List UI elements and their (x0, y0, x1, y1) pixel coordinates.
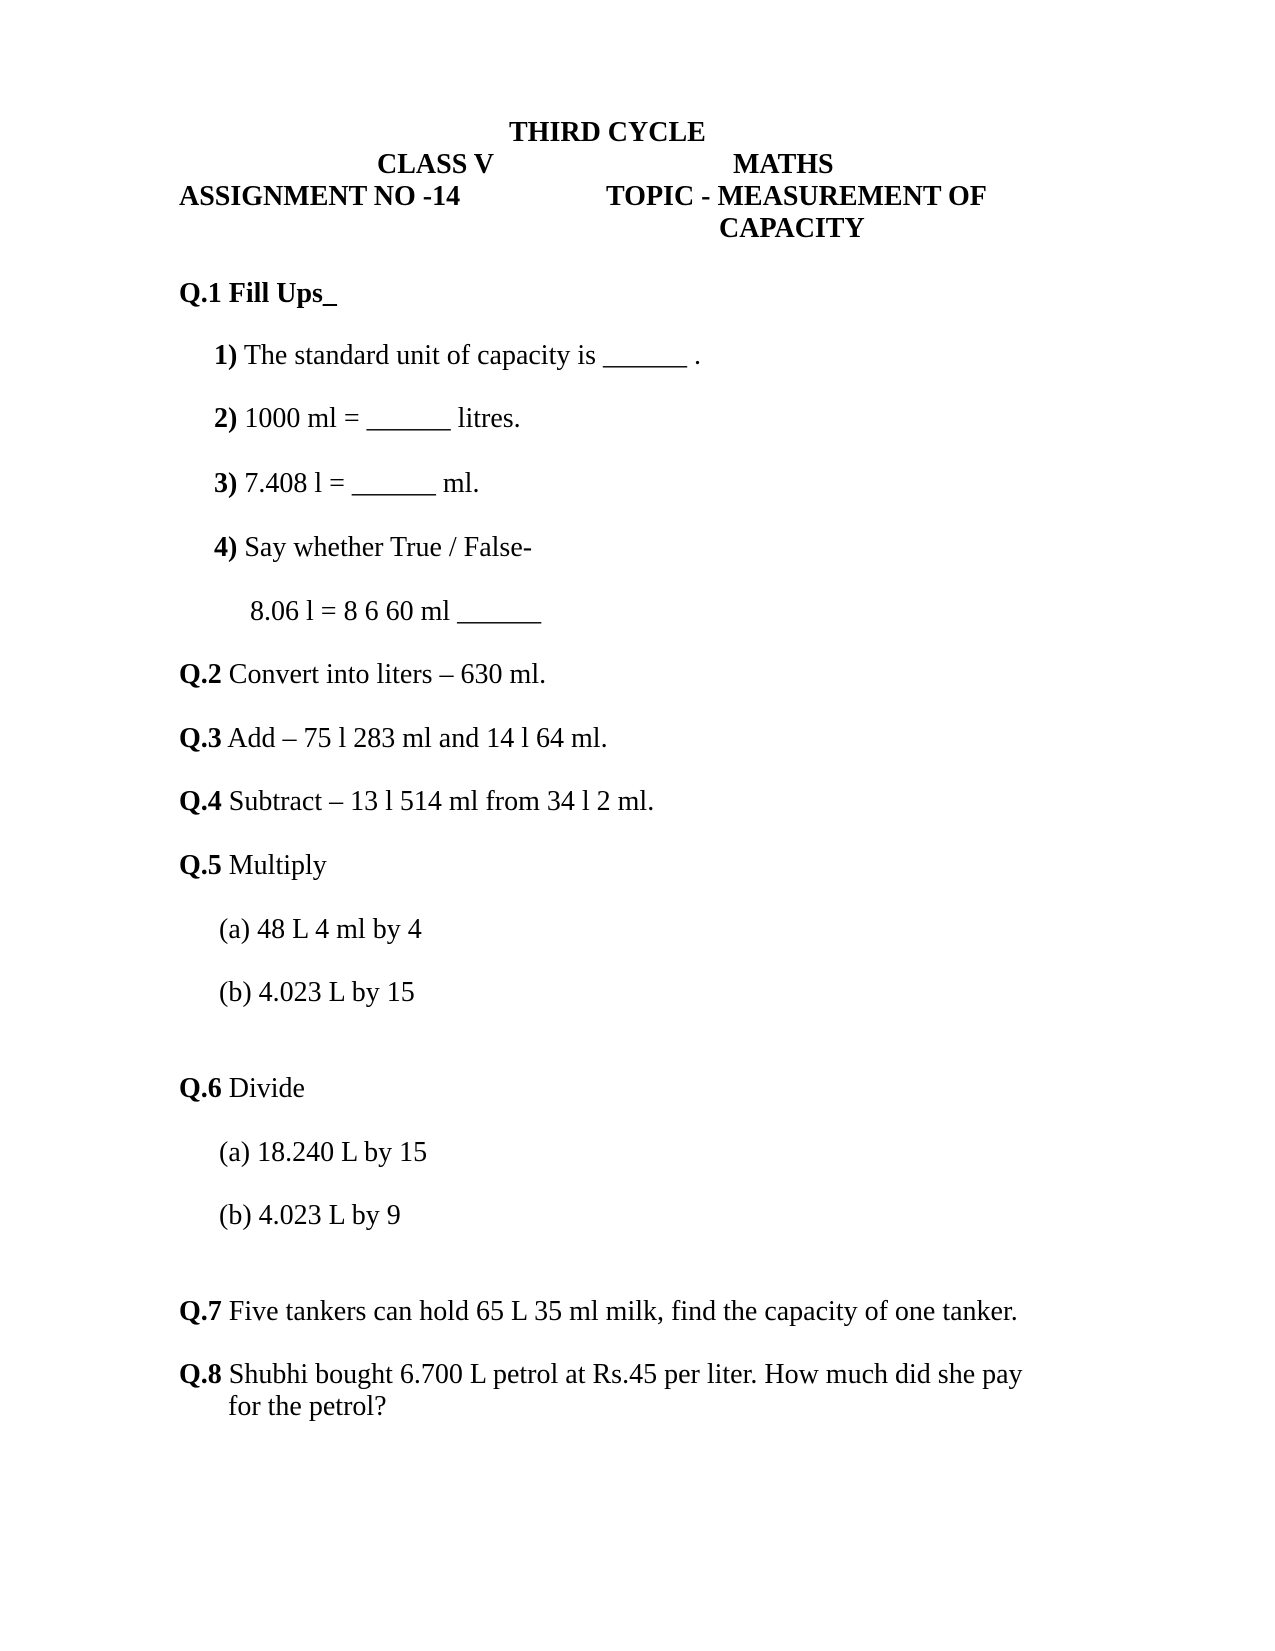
question-6-text: Divide (228, 1073, 305, 1104)
question-8-text-line-1: Shubhi bought 6.700 L petrol at Rs.45 per liter. How much did she pay (228, 1359, 1023, 1390)
question-5-label: Q.5 (179, 850, 222, 881)
question-6 (179, 1073, 305, 1105)
q1-item-2-text: 1000 ml = ______ litres. (244, 403, 521, 434)
question-2-text: Convert into liters – 630 ml. (228, 659, 547, 690)
q5-part-b: (b) 4.023 L by 15 (219, 977, 415, 1008)
question-2 (179, 659, 546, 691)
question-3 (179, 723, 608, 755)
question-5 (179, 850, 327, 882)
question-7-label: Q.7 (179, 1296, 222, 1327)
question-8 (179, 1359, 1023, 1391)
question-4-label: Q.4 (179, 786, 222, 817)
q6-part-b: (b) 4.023 L by 9 (219, 1200, 401, 1231)
subject-label: MATHS (733, 149, 834, 180)
q1-item-1-text: The standard unit of capacity is ______ . (243, 340, 702, 371)
question-5-text: Multiply (228, 850, 327, 881)
question-2-label: Q.2 (179, 659, 222, 690)
question-7 (179, 1296, 1018, 1328)
question-4 (179, 786, 654, 818)
q1-item-4-number: 4) (214, 532, 238, 563)
question-8-label: Q.8 (179, 1359, 222, 1390)
assignment-number: ASSIGNMENT NO -14 (179, 181, 461, 212)
question-8-text-line-2: for the petrol? (228, 1391, 387, 1422)
topic-line-1: TOPIC - MEASUREMENT OF (606, 181, 987, 212)
q1-item-2-number: 2) (214, 403, 238, 434)
q1-item-2 (214, 403, 521, 435)
question-3-text: Add – 75 l 283 ml and 14 l 64 ml. (227, 723, 608, 754)
question-3-label: Q.3 (179, 723, 222, 754)
q1-item-4-statement: 8.06 l = 8 6 60 ml ______ (250, 596, 542, 627)
topic-line-2: CAPACITY (719, 213, 865, 244)
question-4-text: Subtract – 13 l 514 ml from 34 l 2 ml. (228, 786, 655, 817)
q1-item-3 (214, 468, 479, 500)
class-label: CLASS V (377, 149, 494, 180)
q1-item-3-text: 7.408 l = ______ ml. (244, 468, 480, 499)
question-1-label: Q.1 Fill Ups_ (179, 278, 337, 309)
q1-item-1-number: 1) (214, 340, 238, 371)
question-6-label: Q.6 (179, 1073, 222, 1104)
question-7-text: Five tankers can hold 65 L 35 ml milk, find the capacity of one tanker. (228, 1296, 1018, 1327)
cycle-heading: THIRD CYCLE (509, 117, 706, 148)
q6-part-a: (a) 18.240 L by 15 (219, 1137, 428, 1168)
q5-part-a: (a) 48 L 4 ml by 4 (219, 914, 422, 945)
q1-item-1 (214, 340, 701, 372)
q1-item-4-text: Say whether True / False- (244, 532, 533, 563)
q1-item-3-number: 3) (214, 468, 238, 499)
q1-item-4 (214, 532, 532, 564)
